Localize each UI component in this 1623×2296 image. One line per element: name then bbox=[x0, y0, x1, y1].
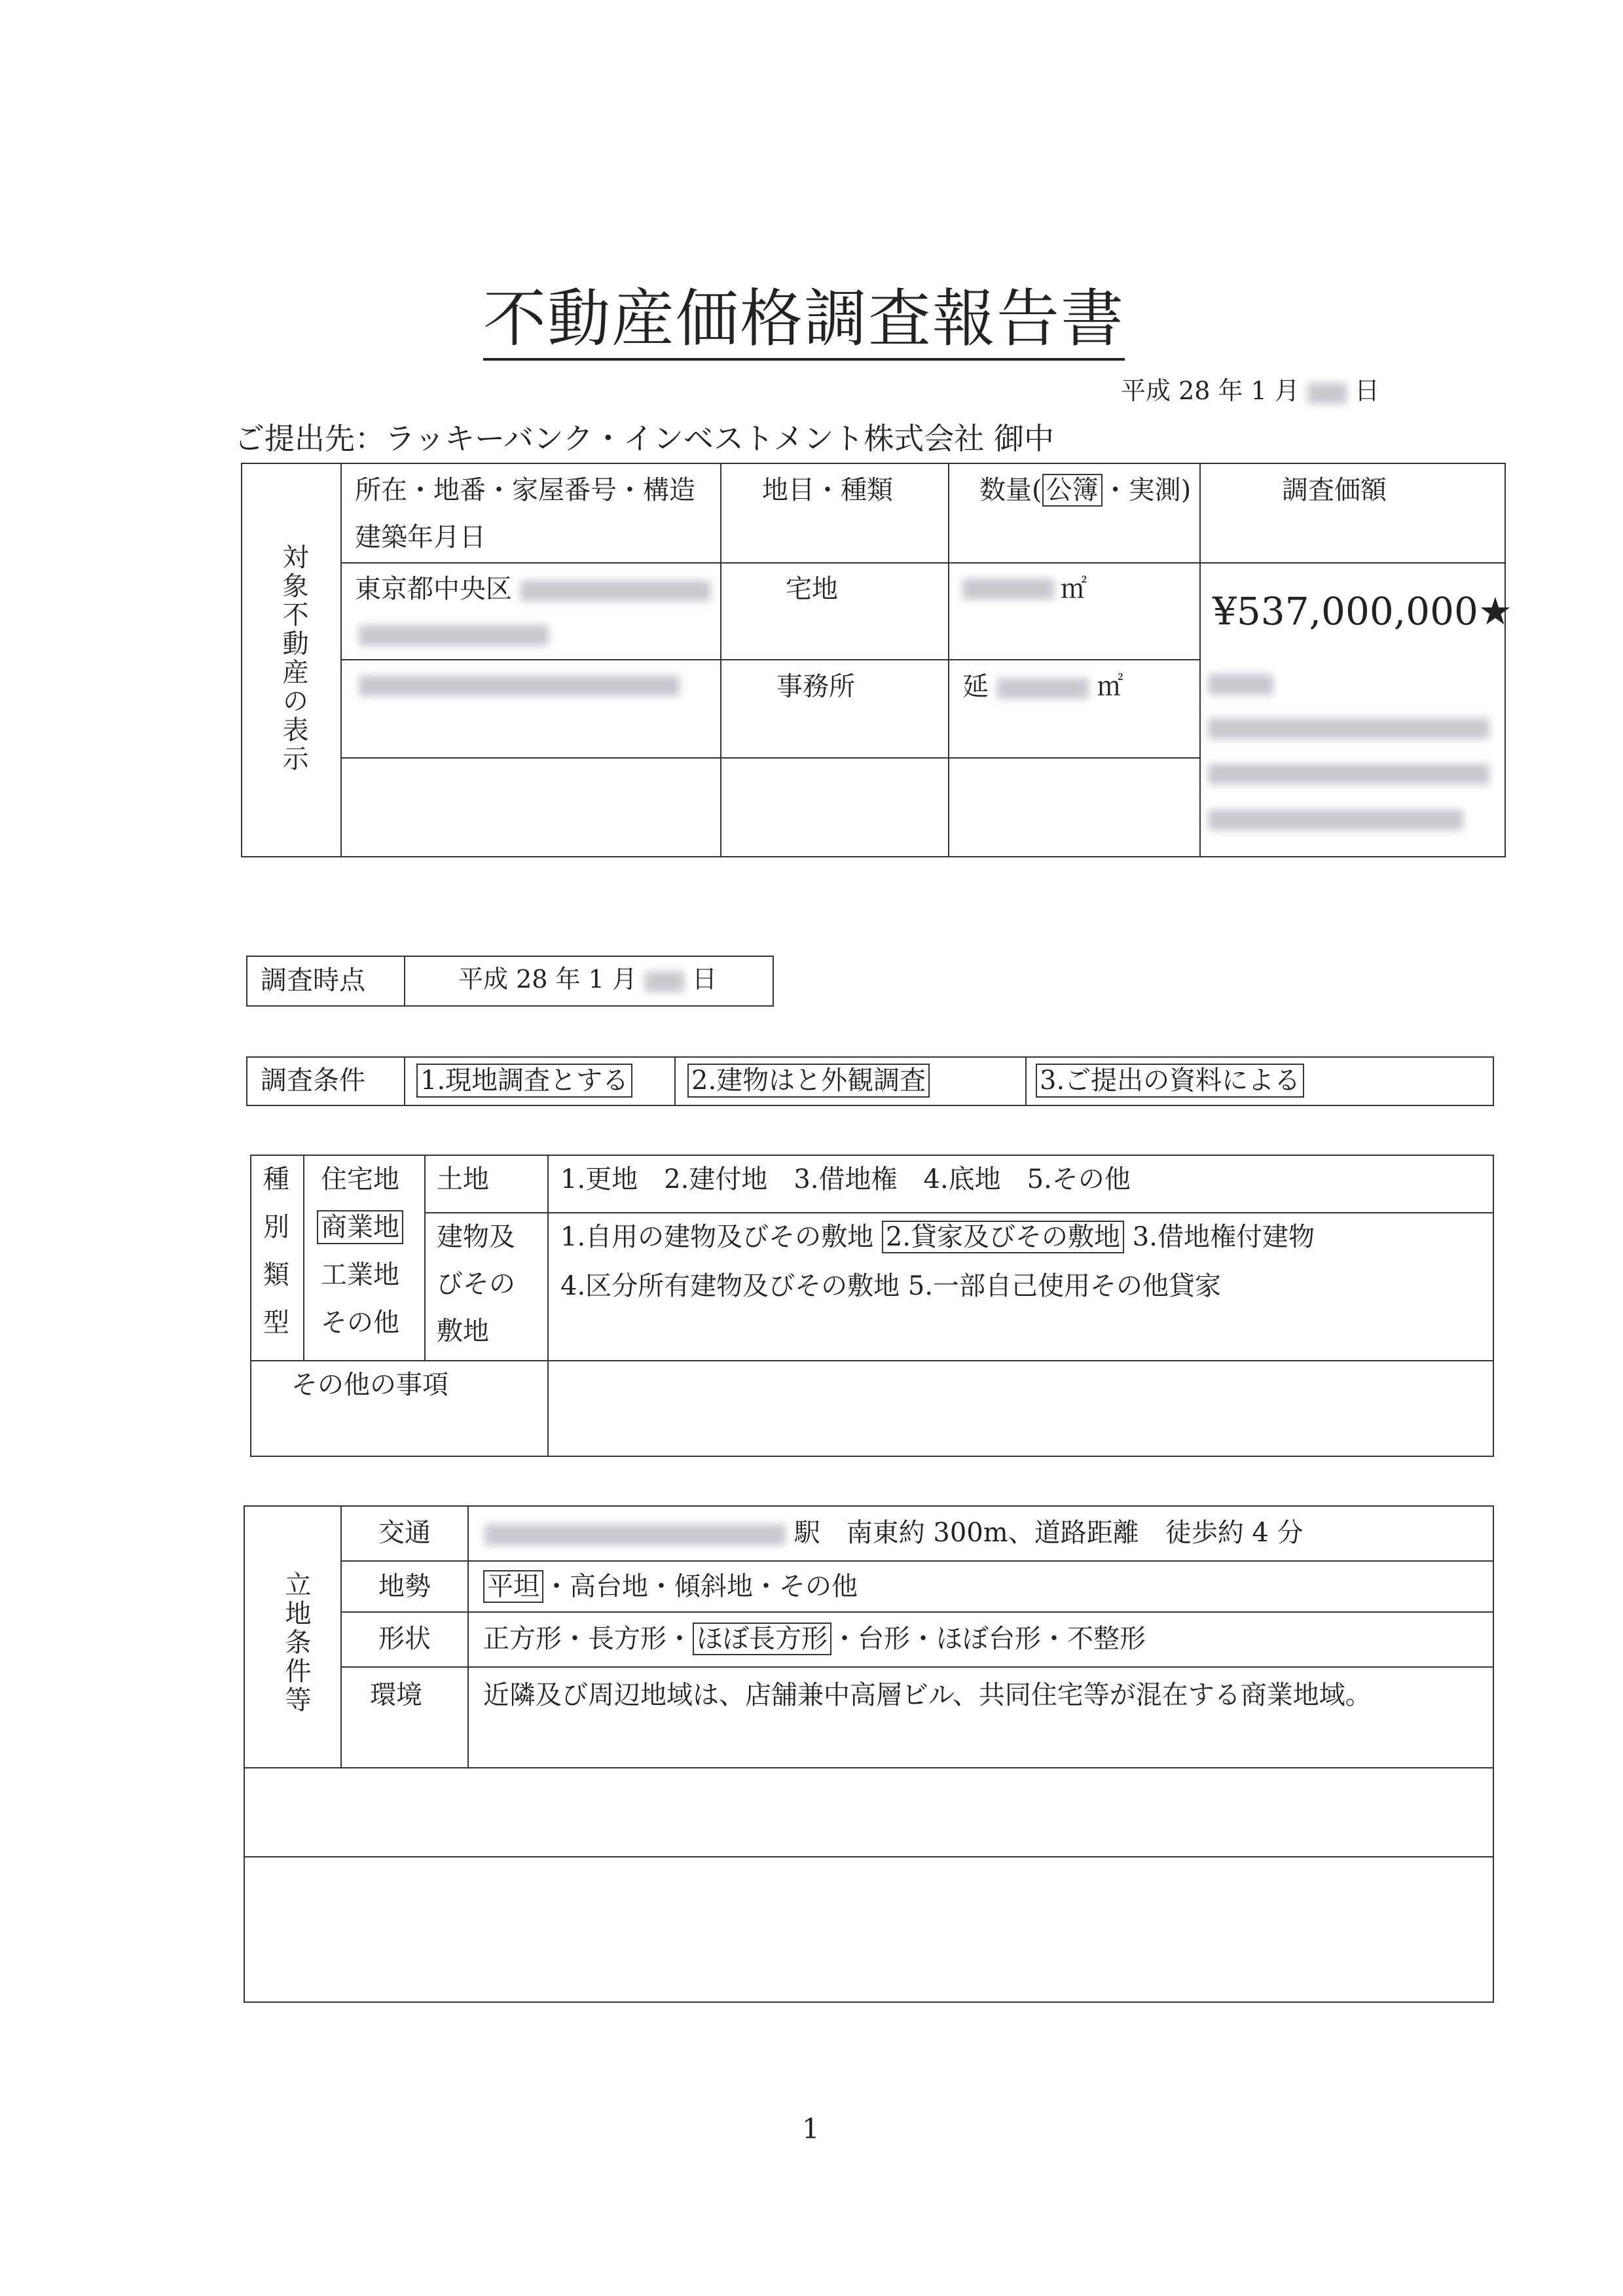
terrain-selected: 平坦 bbox=[483, 1570, 543, 1603]
shape-label: 形状 bbox=[378, 1624, 431, 1654]
shape-before: 正方形・長方形・ bbox=[483, 1624, 693, 1654]
land-options: 1.更地 2.建付地 3.借地権 4.底地 5.その他 bbox=[560, 1164, 1131, 1194]
other-items-label: その他の事項 bbox=[291, 1370, 448, 1400]
building-options-line1 bbox=[560, 1221, 1315, 1253]
condition-option-1: 1.現地調査とする bbox=[416, 1064, 632, 1098]
conditions-label: 調査条件 bbox=[261, 1066, 365, 1096]
shape-after: ・台形・ほぼ台形・不整形 bbox=[831, 1624, 1146, 1654]
building-option-1: 1.自用の建物及びその敷地 bbox=[560, 1222, 882, 1252]
report-date bbox=[1121, 376, 1379, 406]
terrain-rest: ・高台地・傾斜地・その他 bbox=[543, 1571, 858, 1602]
type-commercial-selected: 商業地 bbox=[317, 1210, 403, 1244]
condition-option-2: 2.建物はと外観調査 bbox=[687, 1064, 930, 1098]
redacted-address bbox=[520, 581, 710, 601]
land-label: 土地 bbox=[437, 1164, 489, 1194]
row1-category: 宅地 bbox=[786, 574, 838, 604]
building-option-2-selected: 2.貸家及びその敷地 bbox=[882, 1221, 1124, 1253]
date-prefix: 平成 28 年 1 月 bbox=[1121, 376, 1300, 405]
header-price: 調査価額 bbox=[1282, 475, 1387, 505]
header-location-2: 建築年月日 bbox=[355, 522, 486, 552]
classification-table bbox=[250, 1155, 1494, 1457]
type-residential: 住宅地 bbox=[321, 1164, 399, 1194]
building-label-2: びその bbox=[437, 1269, 515, 1299]
survey-date-suffix: 日 bbox=[692, 965, 718, 994]
redacted-price-breakdown bbox=[1208, 662, 1499, 849]
header-quantity bbox=[979, 475, 1191, 506]
redacted-survey-day bbox=[645, 971, 684, 992]
env-label: 環境 bbox=[370, 1680, 422, 1710]
condition-option-3: 3.ご提出の資料による bbox=[1036, 1064, 1304, 1098]
class-side-2: 別 bbox=[263, 1212, 289, 1242]
terrain-value bbox=[483, 1571, 858, 1602]
class-side-1: 種 bbox=[263, 1164, 289, 1194]
type-industrial: 工業地 bbox=[321, 1260, 399, 1290]
page-number: 1 bbox=[802, 2113, 820, 2145]
header-location-1: 所在・地番・家屋番号・構造 bbox=[355, 475, 695, 505]
header-category: 地目・種類 bbox=[762, 475, 893, 505]
qty-suffix: ・実測) bbox=[1102, 475, 1192, 505]
building-option-3: 3.借地権付建物 bbox=[1124, 1222, 1315, 1252]
row2-unit: ㎡ bbox=[1097, 672, 1123, 702]
date-suffix: 日 bbox=[1355, 376, 1380, 405]
building-label-3: 敷地 bbox=[437, 1316, 489, 1346]
location-conditions-table bbox=[244, 1505, 1494, 2003]
transport-text: 駅 南東約 300m、道路距離 徒歩約 4 分 bbox=[793, 1518, 1304, 1548]
survey-date-prefix: 平成 28 年 1 月 bbox=[458, 965, 637, 994]
class-side-4: 型 bbox=[263, 1308, 289, 1338]
page-title: 不動産価格調査報告書 bbox=[483, 281, 1125, 361]
survey-date-label: 調査時点 bbox=[261, 965, 365, 996]
redacted-area bbox=[962, 579, 1054, 600]
qty-prefix: 数量( bbox=[979, 475, 1042, 505]
property-side-label: 対象不動産の表示 bbox=[278, 543, 308, 774]
qty-registry-selected: 公簿 bbox=[1042, 474, 1103, 507]
building-label-1: 建物及 bbox=[437, 1222, 515, 1252]
redacted-address-2 bbox=[359, 625, 549, 646]
redacted-station bbox=[484, 1524, 786, 1545]
building-options-line2: 4.区分所有建物及びその敷地 5.一部自己使用その他貸家 bbox=[560, 1271, 1222, 1301]
class-side-3: 類 bbox=[263, 1260, 289, 1290]
transport-label: 交通 bbox=[378, 1518, 431, 1548]
type-other: その他 bbox=[321, 1308, 399, 1338]
row2-qty bbox=[962, 671, 1123, 702]
terrain-label: 地勢 bbox=[378, 1571, 431, 1602]
env-value: 近隣及び周辺地域は、店舗兼中高層ビル、共同住宅等が混在する商業地域。 bbox=[483, 1680, 1372, 1710]
shape-selected: ほぼ長方形 bbox=[693, 1623, 831, 1655]
redacted-floor-area bbox=[997, 678, 1089, 699]
row2-qty-prefix: 延 bbox=[962, 672, 989, 702]
survey-date-value bbox=[458, 965, 717, 995]
redacted-day bbox=[1307, 383, 1347, 404]
shape-value bbox=[483, 1623, 1146, 1655]
row1-location bbox=[355, 573, 710, 605]
location-side-label: 立地条件等 bbox=[281, 1571, 311, 1715]
row1-location-text: 東京都中央区 bbox=[355, 574, 512, 604]
row2-category: 事務所 bbox=[776, 672, 855, 702]
recipient: ご提出先：ラッキーバンク・インベストメント株式会社 御中 bbox=[234, 421, 1055, 456]
redacted-building bbox=[359, 675, 680, 696]
price-value: ¥537,000,000★ bbox=[1213, 589, 1512, 634]
transport-value bbox=[484, 1517, 1304, 1549]
row1-unit: ㎡ bbox=[1061, 574, 1087, 604]
